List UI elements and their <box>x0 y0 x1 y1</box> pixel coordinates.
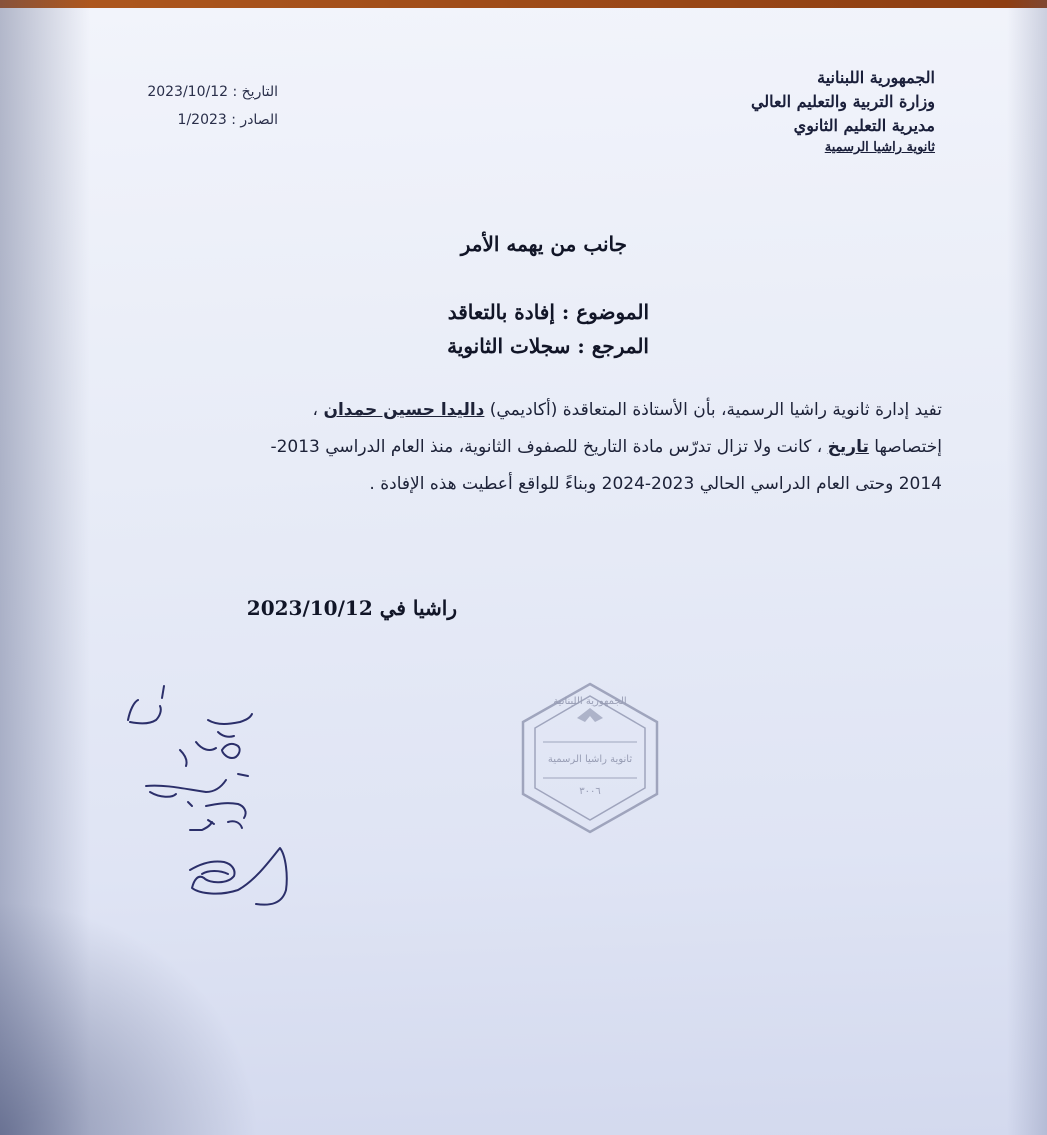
corner-shadow <box>0 900 260 1135</box>
page-edge-shadow <box>1007 0 1047 1135</box>
subject-line: الموضوع : إفادة بالتعاقد <box>447 300 649 324</box>
body-line-1 <box>222 392 942 429</box>
signature-label: مدير الثانوية الرسمية <box>235 916 245 917</box>
certificate-body <box>222 392 942 503</box>
ministry-line: وزارة التربية والتعليم العالي <box>750 92 935 111</box>
stamp-top-text: الجمهورية اللبنانية <box>553 696 627 707</box>
body-text-segment: ، كانت ولا تزال تدرّس مادة التاريخ للصفوف الثانوية، منذ العام الدراسي 2013- <box>270 437 828 457</box>
body-text-segment: تفيد إدارة ثانوية راشيا الرسمية، بأن الأستاذة المتعاقدة (أكاديمي) <box>484 400 942 420</box>
teacher-name: داليدا حسين حمدان <box>323 400 485 420</box>
school-stamp <box>515 680 665 836</box>
reference-line: المرجع : سجلات الثانوية <box>447 334 649 358</box>
reference-block <box>118 78 278 134</box>
place-and-date: راشيا في 2023/10/12 <box>246 596 457 620</box>
body-line-3: 2014 وحتى العام الدراسي الحالي 2023-2024 وبناءً للواقع أعطيت هذه الإفادة . <box>369 474 942 494</box>
stamp-number: ٣٠٠٦ <box>579 786 601 797</box>
school-line: ثانوية راشيا الرسمية <box>824 140 935 155</box>
stamp-middle-text: ثانوية راشيا الرسمية <box>547 754 633 765</box>
date-line: التاريخ : 2023/10/12 <box>147 84 278 100</box>
body-text-segment: ، <box>312 400 324 420</box>
addressee-title: جانب من يهمه الأمر <box>460 232 627 256</box>
body-text-segment: إختصاصها <box>868 437 942 457</box>
handwritten-signature <box>110 680 370 920</box>
desk-edge <box>0 0 1047 8</box>
republic-line: الجمهورية اللبنانية <box>817 68 935 87</box>
issue-number-line: الصادر : 1/2023 <box>177 112 278 128</box>
directorate-line: مديرية التعليم الثانوي <box>793 116 935 135</box>
specialty: تاريخ <box>827 437 869 457</box>
letterhead <box>595 66 935 158</box>
body-line-2 <box>222 429 942 466</box>
